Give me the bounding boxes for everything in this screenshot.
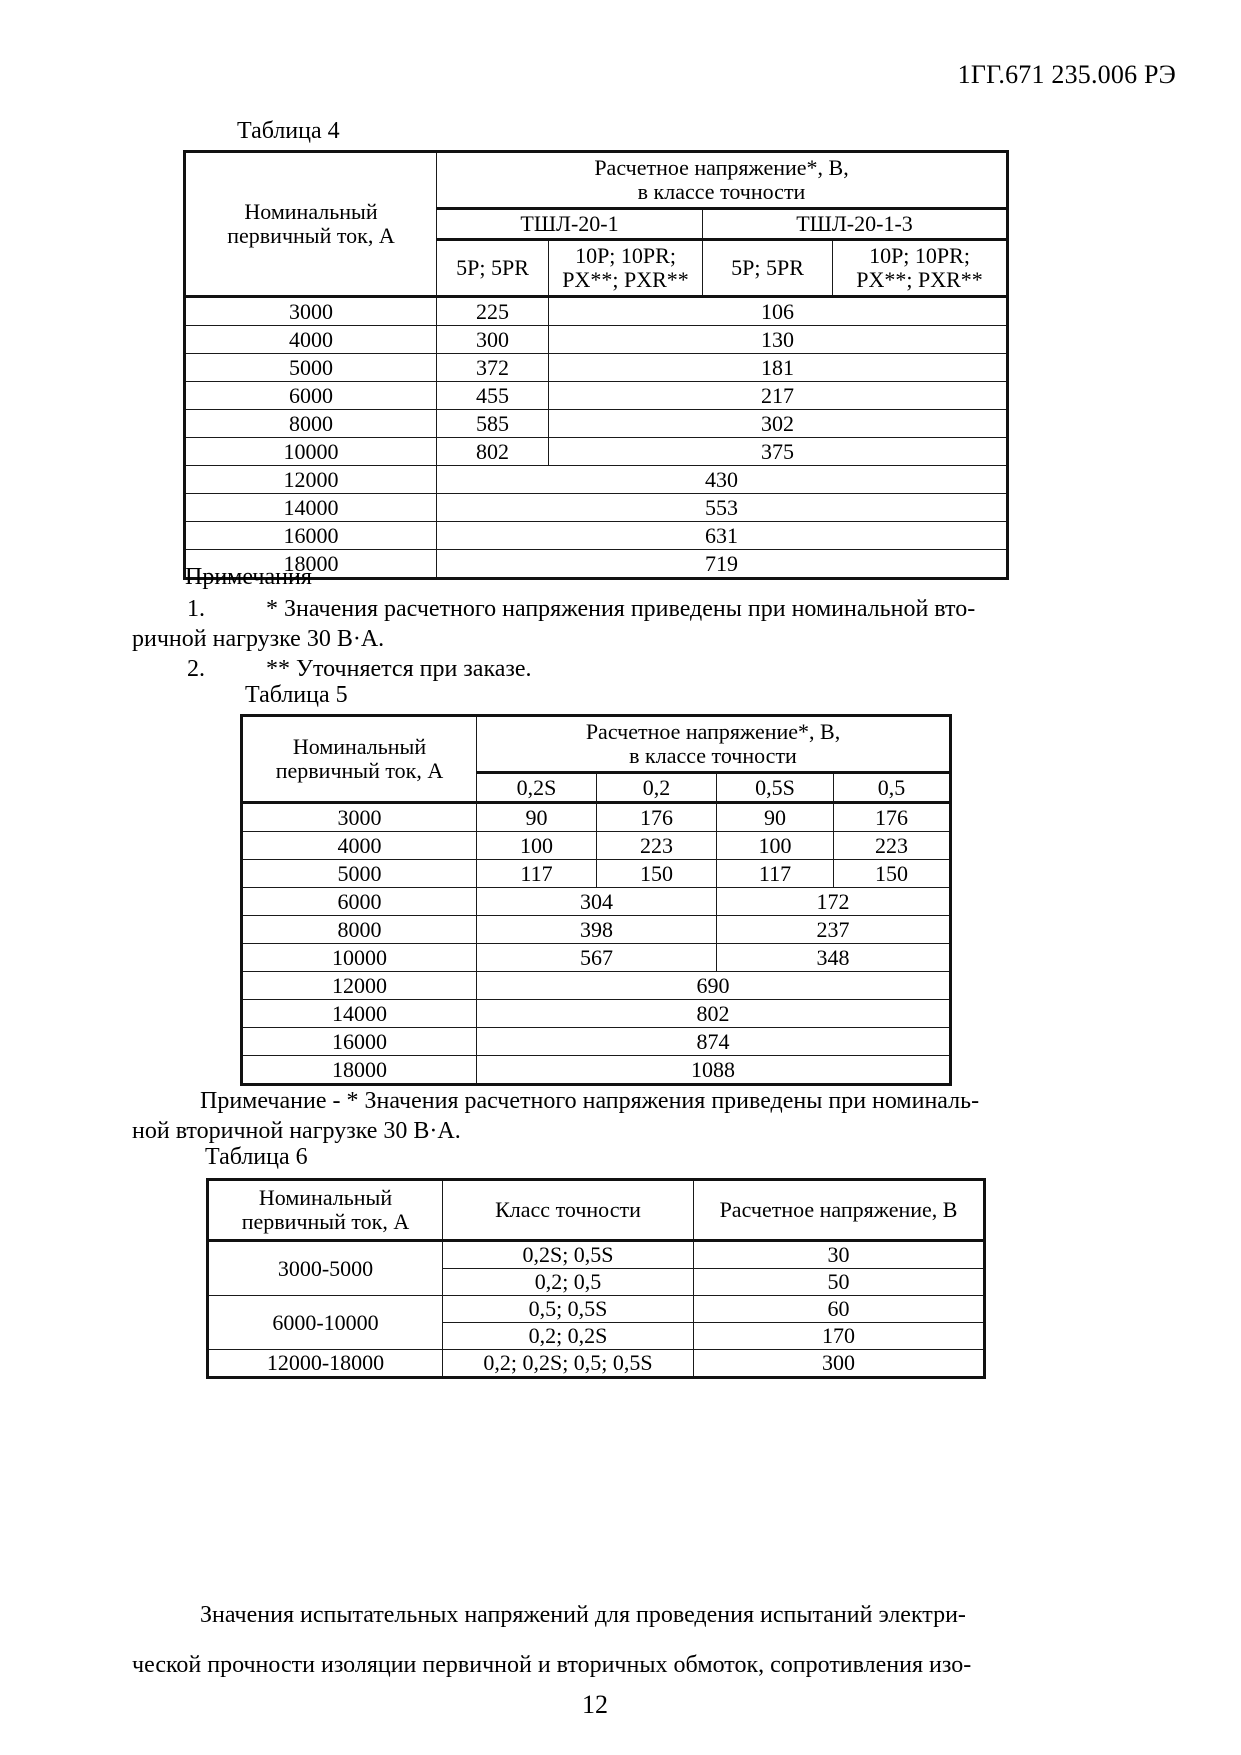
cell-current: 14000 bbox=[185, 494, 437, 522]
table-row bbox=[242, 944, 951, 972]
header-current: Номинальный первичный ток, А bbox=[185, 152, 437, 297]
header-class-10p: 10P; 10PR; PX**; PXR** bbox=[549, 240, 703, 297]
table-row bbox=[185, 410, 1008, 438]
table-row bbox=[185, 466, 1008, 494]
table4-caption: Таблица 4 bbox=[237, 118, 340, 144]
document-code: 1ГГ.671 235.006 РЭ bbox=[957, 60, 1176, 89]
cell-value: 304 bbox=[477, 888, 717, 916]
table-row bbox=[208, 1296, 985, 1323]
header-voltage-group: Расчетное напряжение*, В, в классе точности bbox=[477, 716, 951, 773]
cell-value: 567 bbox=[477, 944, 717, 972]
cell-current: 3000 bbox=[242, 803, 477, 832]
note-2-text: ** Уточняется при заказе. bbox=[266, 656, 532, 682]
cell-value: 300 bbox=[694, 1350, 985, 1378]
cell-value: 874 bbox=[477, 1028, 951, 1056]
cell-value: 117 bbox=[477, 860, 597, 888]
cell-value: 176 bbox=[597, 803, 717, 832]
table-row bbox=[242, 1000, 951, 1028]
header-model-2: ТШЛ-20-1-3 bbox=[703, 209, 1008, 240]
cell-current: 12000 bbox=[242, 972, 477, 1000]
cell-value: 348 bbox=[717, 944, 951, 972]
cell-value: 719 bbox=[437, 550, 1008, 579]
table-row bbox=[185, 382, 1008, 410]
cell-current: 18000 bbox=[185, 550, 437, 579]
page-number: 12 bbox=[582, 1690, 608, 1719]
header-class: 0,5 bbox=[834, 773, 951, 803]
header-class: Класс точности bbox=[443, 1180, 694, 1241]
table-row bbox=[242, 972, 951, 1000]
cell-value: 375 bbox=[549, 438, 1008, 466]
cell-value: 802 bbox=[477, 1000, 951, 1028]
cell-current: 10000 bbox=[185, 438, 437, 466]
body-text-line2: ческой прочности изоляции первичной и вторичных обмоток, сопротивления изо- bbox=[132, 1652, 972, 1678]
table-4 bbox=[183, 150, 1009, 580]
note-1-continuation: ричной нагрузке 30 В·А. bbox=[132, 626, 385, 652]
cell-current: 6000 bbox=[242, 888, 477, 916]
cell-current: 3000 bbox=[185, 297, 437, 326]
cell-value: 223 bbox=[597, 832, 717, 860]
header-voltage: Расчетное напряжение, В bbox=[694, 1180, 985, 1241]
cell-value: 217 bbox=[549, 382, 1008, 410]
table-row bbox=[242, 888, 951, 916]
cell-value: 223 bbox=[834, 832, 951, 860]
cell-value: 130 bbox=[549, 326, 1008, 354]
header-class-10p-b: 10P; 10PR; PX**; PXR** bbox=[833, 240, 1008, 297]
cell-value: 90 bbox=[717, 803, 834, 832]
cell-value: 90 bbox=[477, 803, 597, 832]
table-row bbox=[185, 326, 1008, 354]
cell-value: 30 bbox=[694, 1241, 985, 1269]
cell-current: 14000 bbox=[242, 1000, 477, 1028]
table-row bbox=[208, 1241, 985, 1269]
table-row bbox=[185, 354, 1008, 382]
table-row bbox=[185, 297, 1008, 326]
header-class: 0,5S bbox=[717, 773, 834, 803]
cell-value: 430 bbox=[437, 466, 1008, 494]
cell-value: 117 bbox=[717, 860, 834, 888]
header-class-5p: 5P; 5PR bbox=[437, 240, 549, 297]
cell-current: 4000 bbox=[185, 326, 437, 354]
table-row bbox=[185, 494, 1008, 522]
cell-current: 8000 bbox=[185, 410, 437, 438]
cell-value: 50 bbox=[694, 1269, 985, 1296]
table-row bbox=[242, 1028, 951, 1056]
cell-value: 170 bbox=[694, 1323, 985, 1350]
header-class: 0,2 bbox=[597, 773, 717, 803]
cell-current: 16000 bbox=[242, 1028, 477, 1056]
cell-value: 1088 bbox=[477, 1056, 951, 1085]
note-5-line2: ной вторичной нагрузке 30 В·А. bbox=[132, 1118, 461, 1144]
cell-current: 3000-5000 bbox=[208, 1241, 443, 1296]
table-row bbox=[242, 832, 951, 860]
table-row bbox=[242, 916, 951, 944]
cell-value: 181 bbox=[549, 354, 1008, 382]
cell-value: 398 bbox=[477, 916, 717, 944]
table-row bbox=[185, 522, 1008, 550]
cell-current: 4000 bbox=[242, 832, 477, 860]
table5-caption: Таблица 5 bbox=[245, 682, 348, 708]
cell-value: 300 bbox=[437, 326, 549, 354]
table-row bbox=[185, 438, 1008, 466]
cell-value: 553 bbox=[437, 494, 1008, 522]
notes-title: Примечания bbox=[185, 564, 312, 590]
cell-value: 225 bbox=[437, 297, 549, 326]
cell-value: 100 bbox=[477, 832, 597, 860]
cell-value: 237 bbox=[717, 916, 951, 944]
header-class-5p-b: 5P; 5PR bbox=[703, 240, 833, 297]
cell-value: 690 bbox=[477, 972, 951, 1000]
header-class: 0,2S bbox=[477, 773, 597, 803]
cell-current: 5000 bbox=[242, 860, 477, 888]
cell-value: 172 bbox=[717, 888, 951, 916]
table-row bbox=[208, 1350, 985, 1378]
cell-value: 60 bbox=[694, 1296, 985, 1323]
cell-class: 0,2; 0,2S bbox=[443, 1323, 694, 1350]
note-5-line1: Примечание - * Значения расчетного напряжения приведены при номиналь- bbox=[200, 1088, 980, 1114]
table-6 bbox=[206, 1178, 986, 1379]
cell-class: 0,2; 0,5 bbox=[443, 1269, 694, 1296]
cell-class: 0,2S; 0,5S bbox=[443, 1241, 694, 1269]
table-5 bbox=[240, 714, 952, 1086]
cell-value: 372 bbox=[437, 354, 549, 382]
note-1-number: 1. bbox=[187, 596, 205, 622]
table-row bbox=[242, 803, 951, 832]
cell-value: 106 bbox=[549, 297, 1008, 326]
cell-value: 585 bbox=[437, 410, 549, 438]
cell-value: 455 bbox=[437, 382, 549, 410]
header-voltage-group: Расчетное напряжение*, В, в классе точности bbox=[437, 152, 1008, 209]
cell-value: 631 bbox=[437, 522, 1008, 550]
body-text-line1: Значения испытательных напряжений для проведения испытаний электри- bbox=[200, 1602, 966, 1628]
table-row bbox=[242, 860, 951, 888]
note-1-text: * Значения расчетного напряжения приведены при номинальной вто- bbox=[266, 596, 976, 622]
cell-current: 18000 bbox=[242, 1056, 477, 1085]
cell-value: 176 bbox=[834, 803, 951, 832]
cell-current: 16000 bbox=[185, 522, 437, 550]
cell-class: 0,5; 0,5S bbox=[443, 1296, 694, 1323]
cell-class: 0,2; 0,2S; 0,5; 0,5S bbox=[443, 1350, 694, 1378]
table6-caption: Таблица 6 bbox=[205, 1144, 308, 1170]
cell-current: 5000 bbox=[185, 354, 437, 382]
cell-current: 6000-10000 bbox=[208, 1296, 443, 1350]
cell-value: 302 bbox=[549, 410, 1008, 438]
cell-value: 802 bbox=[437, 438, 549, 466]
cell-current: 12000-18000 bbox=[208, 1350, 443, 1378]
cell-value: 150 bbox=[834, 860, 951, 888]
cell-current: 6000 bbox=[185, 382, 437, 410]
table-row bbox=[242, 1056, 951, 1085]
cell-current: 12000 bbox=[185, 466, 437, 494]
header-current: Номинальный первичный ток, А bbox=[208, 1180, 443, 1241]
cell-current: 10000 bbox=[242, 944, 477, 972]
header-model-1: ТШЛ-20-1 bbox=[437, 209, 703, 240]
header-current: Номинальный первичный ток, А bbox=[242, 716, 477, 803]
note-2-number: 2. bbox=[187, 656, 205, 682]
cell-current: 8000 bbox=[242, 916, 477, 944]
cell-value: 100 bbox=[717, 832, 834, 860]
cell-value: 150 bbox=[597, 860, 717, 888]
